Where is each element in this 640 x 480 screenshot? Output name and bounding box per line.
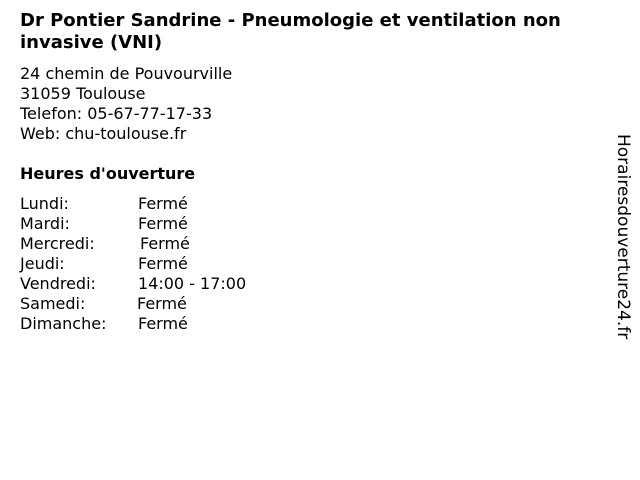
day-label: Samedi: [20,294,86,313]
hours-value: Fermé [137,294,187,313]
day-label: Jeudi: [20,254,65,273]
day-label: Mercredi: [20,234,95,253]
address-street: 24 chemin de Pouvourville [20,64,233,83]
hours-value: Fermé [138,194,188,213]
day-label: Mardi: [20,214,70,233]
hours-value: Fermé [138,214,188,233]
hours-heading: Heures d'ouverture [20,164,196,183]
address-block [20,64,232,144]
hours-value: 14:00 - 17:00 [138,274,247,293]
site-watermark: Horairesdouverture24.fr [613,134,633,340]
web-line: Web: chu-toulouse.fr [20,124,187,143]
address-city: 31059 Toulouse [20,84,146,103]
day-label: Vendredi: [20,274,96,293]
phone-line: Telefon: 05-67-77-17-33 [20,104,213,123]
day-label: Lundi: [20,194,69,213]
hours-value: Fermé [140,234,190,253]
day-label: Dimanche: [20,314,107,333]
page-title: Dr Pontier Sandrine - Pneumologie et ventilation non invasive (VNI) [20,10,561,53]
hours-value: Fermé [138,314,188,333]
hours-value: Fermé [138,254,188,273]
